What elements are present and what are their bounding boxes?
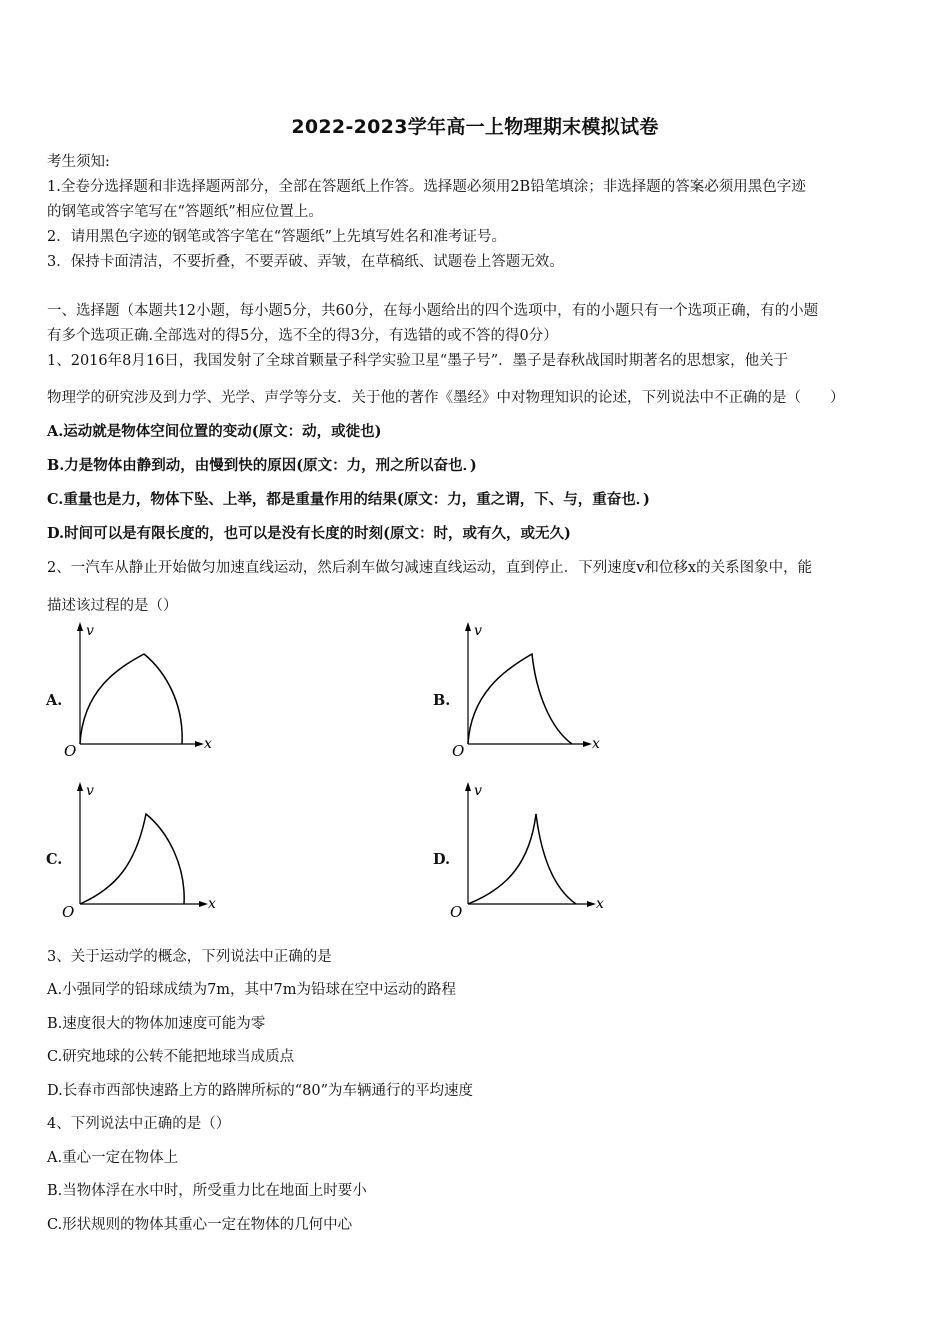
question-3-option-a: A.小强同学的铅球成绩为7m，其中7m为铅球在空中运动的路程 xyxy=(47,982,457,998)
page-title: 2022-2023学年高一上物理期末模拟试卷 xyxy=(291,116,659,138)
question-2-stem: 描述该过程的是（） xyxy=(47,598,178,614)
graph-d-origin-label: O xyxy=(450,903,463,920)
question-2-stem: 2、一汽车从静止开始做匀加速直线运动，然后刹车做匀减速直线运动，直到停止．下列速度v和位移x的关系图象中，能 xyxy=(47,560,813,576)
graph-b-x-axis-label: x xyxy=(592,736,600,752)
question-1-stem: 物理学的研究涉及到力学、光学、声学等分支．关于他的著作《墨经》中对物理知识的论述，下列说法中不正确的是（ ） xyxy=(47,390,845,406)
question-3-option-d: D.长春市西部快速路上方的路牌所标的“80”为车辆通行的平均速度 xyxy=(47,1083,473,1099)
notice-item: 3．保持卡面清洁，不要折叠，不要弄破、弄皱，在草稿纸、试题卷上答题无效。 xyxy=(47,254,564,270)
graph-a-label: A. xyxy=(46,692,63,709)
graph-c-origin-label: O xyxy=(62,903,75,920)
graph-b-y-axis-label: v xyxy=(474,623,482,639)
section-heading: 有多个选项正确.全部选对的得5分，选不全的得3分，有选错的或不答的得0分） xyxy=(47,328,558,344)
notice-item: 2．请用黑色字迹的钢笔或答字笔在“答题纸”上先填写姓名和准考证号。 xyxy=(47,229,507,245)
graph-a-origin-label: O xyxy=(64,742,77,760)
question-4-option-c: C.形状规则的物体其重心一定在物体的几何中心 xyxy=(47,1217,353,1233)
graph-d xyxy=(446,780,616,920)
question-1-option-a: A.运动就是物体空间位置的变动(原文：动，或徙也) xyxy=(47,423,382,440)
graph-a xyxy=(58,620,228,760)
graph-d-x-axis-label: x xyxy=(596,896,604,912)
question-3-option-c: C.研究地球的公转不能把地球当成质点 xyxy=(47,1049,295,1065)
graph-b-origin-label: O xyxy=(452,742,465,760)
graph-d-y-axis-label: v xyxy=(474,783,482,799)
graph-b-label: B. xyxy=(433,692,451,709)
question-1-stem: 1、2016年8月16日，我国发射了全球首颗量子科学实验卫星“墨子号”．墨子是春秋战国时期著名的思想家，他关于 xyxy=(47,353,789,369)
notice-heading: 考生须知: xyxy=(47,154,110,170)
graph-c xyxy=(58,780,228,920)
notice-item: 1.全卷分选择题和非选择题两部分，全部在答题纸上作答。选择题必须用2B铅笔填涂；非选择题的答案必须用黑色字迹 xyxy=(47,179,806,195)
section-heading: 一、选择题（本题共12小题，每小题5分，共60分，在每小题给出的四个选项中，有的小题只有一个选项正确，有的小题 xyxy=(47,303,819,319)
question-4-option-a: A.重心一定在物体上 xyxy=(47,1150,179,1166)
question-4-stem: 4、下列说法中正确的是（） xyxy=(47,1116,231,1132)
question-1-option-d: D.时间可以是有限长度的，也可以是没有长度的时刻(原文：时，或有久，或无久) xyxy=(47,525,571,542)
graph-a-x-axis-label: x xyxy=(204,736,212,752)
question-1-option-b: B.力是物体由静到动，由慢到快的原因(原文：力，刑之所以奋也．) xyxy=(47,457,477,474)
question-3-option-b: B.速度很大的物体加速度可能为零 xyxy=(47,1016,266,1032)
graph-c-y-axis-label: v xyxy=(86,783,94,799)
graph-a-y-axis-label: v xyxy=(86,623,94,639)
question-4-option-b: B.当物体浮在水中时，所受重力比在地面上时要小 xyxy=(47,1183,367,1199)
graph-c-x-axis-label: x xyxy=(208,896,216,912)
notice-item: 的钢笔或答字笔写在“答题纸”相应位置上。 xyxy=(47,204,323,220)
question-3-stem: 3、关于运动学的概念，下列说法中正确的是 xyxy=(47,949,332,965)
graph-b xyxy=(446,620,616,760)
question-1-option-c: C.重量也是力，物体下坠、上举，都是重量作用的结果(原文：力，重之谓，下、与，重奋也．) xyxy=(47,491,650,508)
graph-d-label: D. xyxy=(433,851,451,868)
graph-c-label: C. xyxy=(46,851,63,868)
